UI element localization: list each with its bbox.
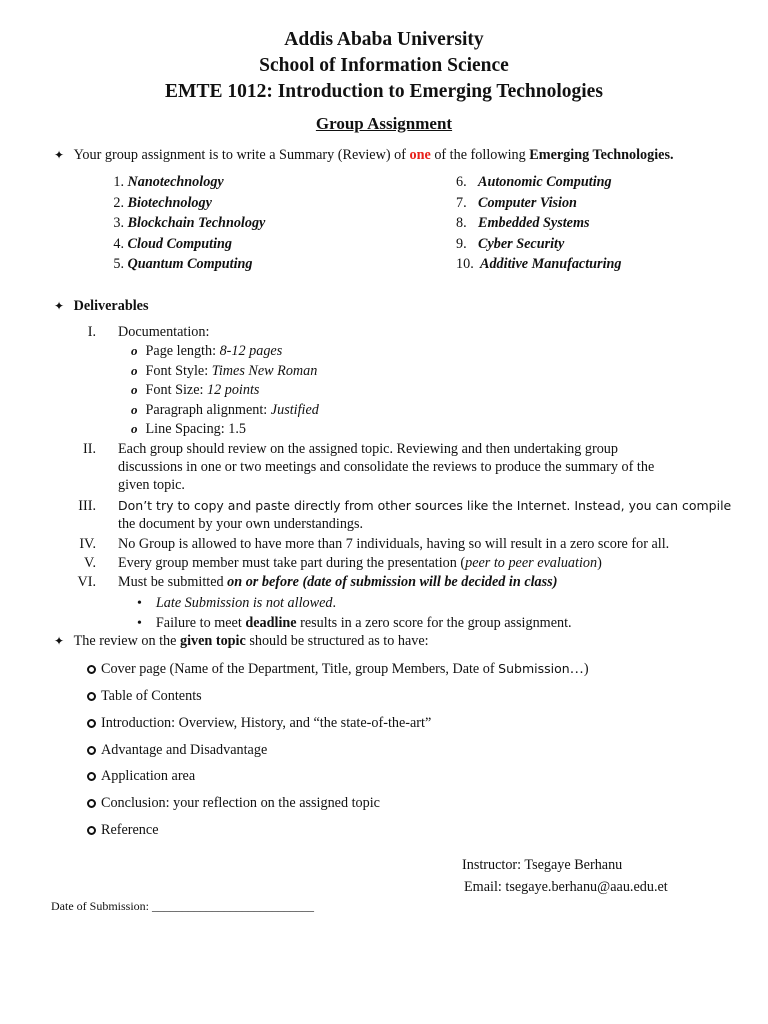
date-of-submission: Date of Submission: ___________________________ [51, 899, 314, 913]
structure-item: Introduction: Overview, History, and “the state-of-the-art” [87, 714, 431, 732]
doc-item: o Font Size: 12 points [131, 382, 260, 399]
item-iii-text: Don’t try to copy and paste directly from other sources like the Internet. Instead, you can compile the document by your own understandings. [118, 498, 732, 532]
roman-numeral: IV. [79, 536, 96, 552]
topic-item: 1. Nanotechnology [113, 174, 224, 190]
roman-numeral: II. [83, 441, 96, 457]
structure-item: Application area [87, 767, 195, 785]
doc-items [131, 342, 319, 440]
structure-item: Reference [87, 821, 159, 839]
topic-item: 7. Computer Vision [456, 194, 577, 211]
topic-item: 10. Additive Manufacturing [456, 256, 622, 272]
deliverables-heading: ✦ Deliverables [54, 298, 149, 314]
star-bullet-icon: ✦ [54, 634, 65, 648]
intro-line: ✦ Your group assignment is to write a Summary (Review) of one of the following Emerging Technologies. [54, 147, 674, 163]
university-name: Addis Ababa University [284, 29, 484, 50]
topic-item: 4. Cloud Computing [113, 235, 233, 252]
school-name: School of Information Science [259, 55, 509, 76]
instructor-email: Email: tsegaye.berhanu@aau.edu.et [464, 879, 668, 895]
structure-item: Conclusion: your reflection on the assigned topic [87, 794, 380, 812]
item-ii-text: Each group should review on the assigned topic. Reviewing and then undertaking group discussions in one or two meetings and consolidate the reviews to produce the summary of the given topic. [118, 441, 655, 493]
structure-item: Cover page (Name of the Department, Title, group Members, Date of Submission…) [87, 660, 589, 678]
topic-item: 9. Cyber Security [456, 235, 565, 252]
structure-heading: ✦ The review on the given topic should be structured as to have: [54, 633, 429, 649]
highlight-one: one [409, 147, 431, 163]
doc-item: o Line Spacing: 1.5 [131, 421, 246, 438]
assignment-title: Group Assignment [315, 114, 453, 133]
roman-numeral: V. [84, 555, 96, 571]
structure-item: Table of Contents [87, 687, 202, 705]
circle-bullet-icon [87, 746, 96, 755]
doc-item: o Page length: 8-12 pages [131, 343, 283, 359]
course-title: EMTE 1012: Introduction to Emerging Technologies [165, 81, 603, 102]
star-bullet-icon: ✦ [54, 148, 65, 162]
topics-left [100, 173, 265, 276]
circle-bullet-icon [87, 826, 96, 835]
roman-numeral: VI. [77, 574, 96, 590]
topic-item: 2. Biotechnology [113, 194, 212, 211]
topic-item: 3. Blockchain Technology [113, 215, 266, 231]
topic-item: 5. Quantum Computing [113, 256, 253, 272]
circle-bullet-icon [87, 719, 96, 728]
item-vi-text: Must be submitted on or before (date of submission will be decided in class) [118, 574, 558, 590]
roman-numeral: I. [87, 324, 96, 340]
circle-bullet-icon [87, 692, 96, 701]
star-bullet-icon: ✦ [54, 299, 65, 313]
structure-item: Advantage and Disadvantage [87, 741, 267, 759]
doc-item: o Paragraph alignment: Justified [131, 401, 319, 418]
topics-right [456, 173, 622, 276]
item-v-text: Every group member must take part during the presentation (peer to peer evaluation) [118, 555, 602, 571]
topic-item: 8. Embedded Systems [456, 215, 590, 231]
instructor-name: Instructor: Tsegaye Berhanu [462, 857, 623, 873]
documentation-label: Documentation: [118, 324, 210, 340]
item-iv-text: No Group is allowed to have more than 7 individuals, having so will result in a zero score for all. [118, 536, 670, 552]
topic-item: 6. Autonomic Computing [456, 174, 612, 190]
vi-subitem: • Failure to meet deadline results in a zero score for the group assignment. [137, 615, 572, 631]
circle-bullet-icon [87, 799, 96, 808]
circle-bullet-icon [87, 772, 96, 781]
vi-subitem: • Late Submission is not allowed. [137, 595, 337, 611]
doc-item: o Font Style: Times New Roman [131, 362, 318, 379]
roman-numeral: III. [78, 498, 96, 514]
circle-bullet-icon [87, 665, 96, 674]
